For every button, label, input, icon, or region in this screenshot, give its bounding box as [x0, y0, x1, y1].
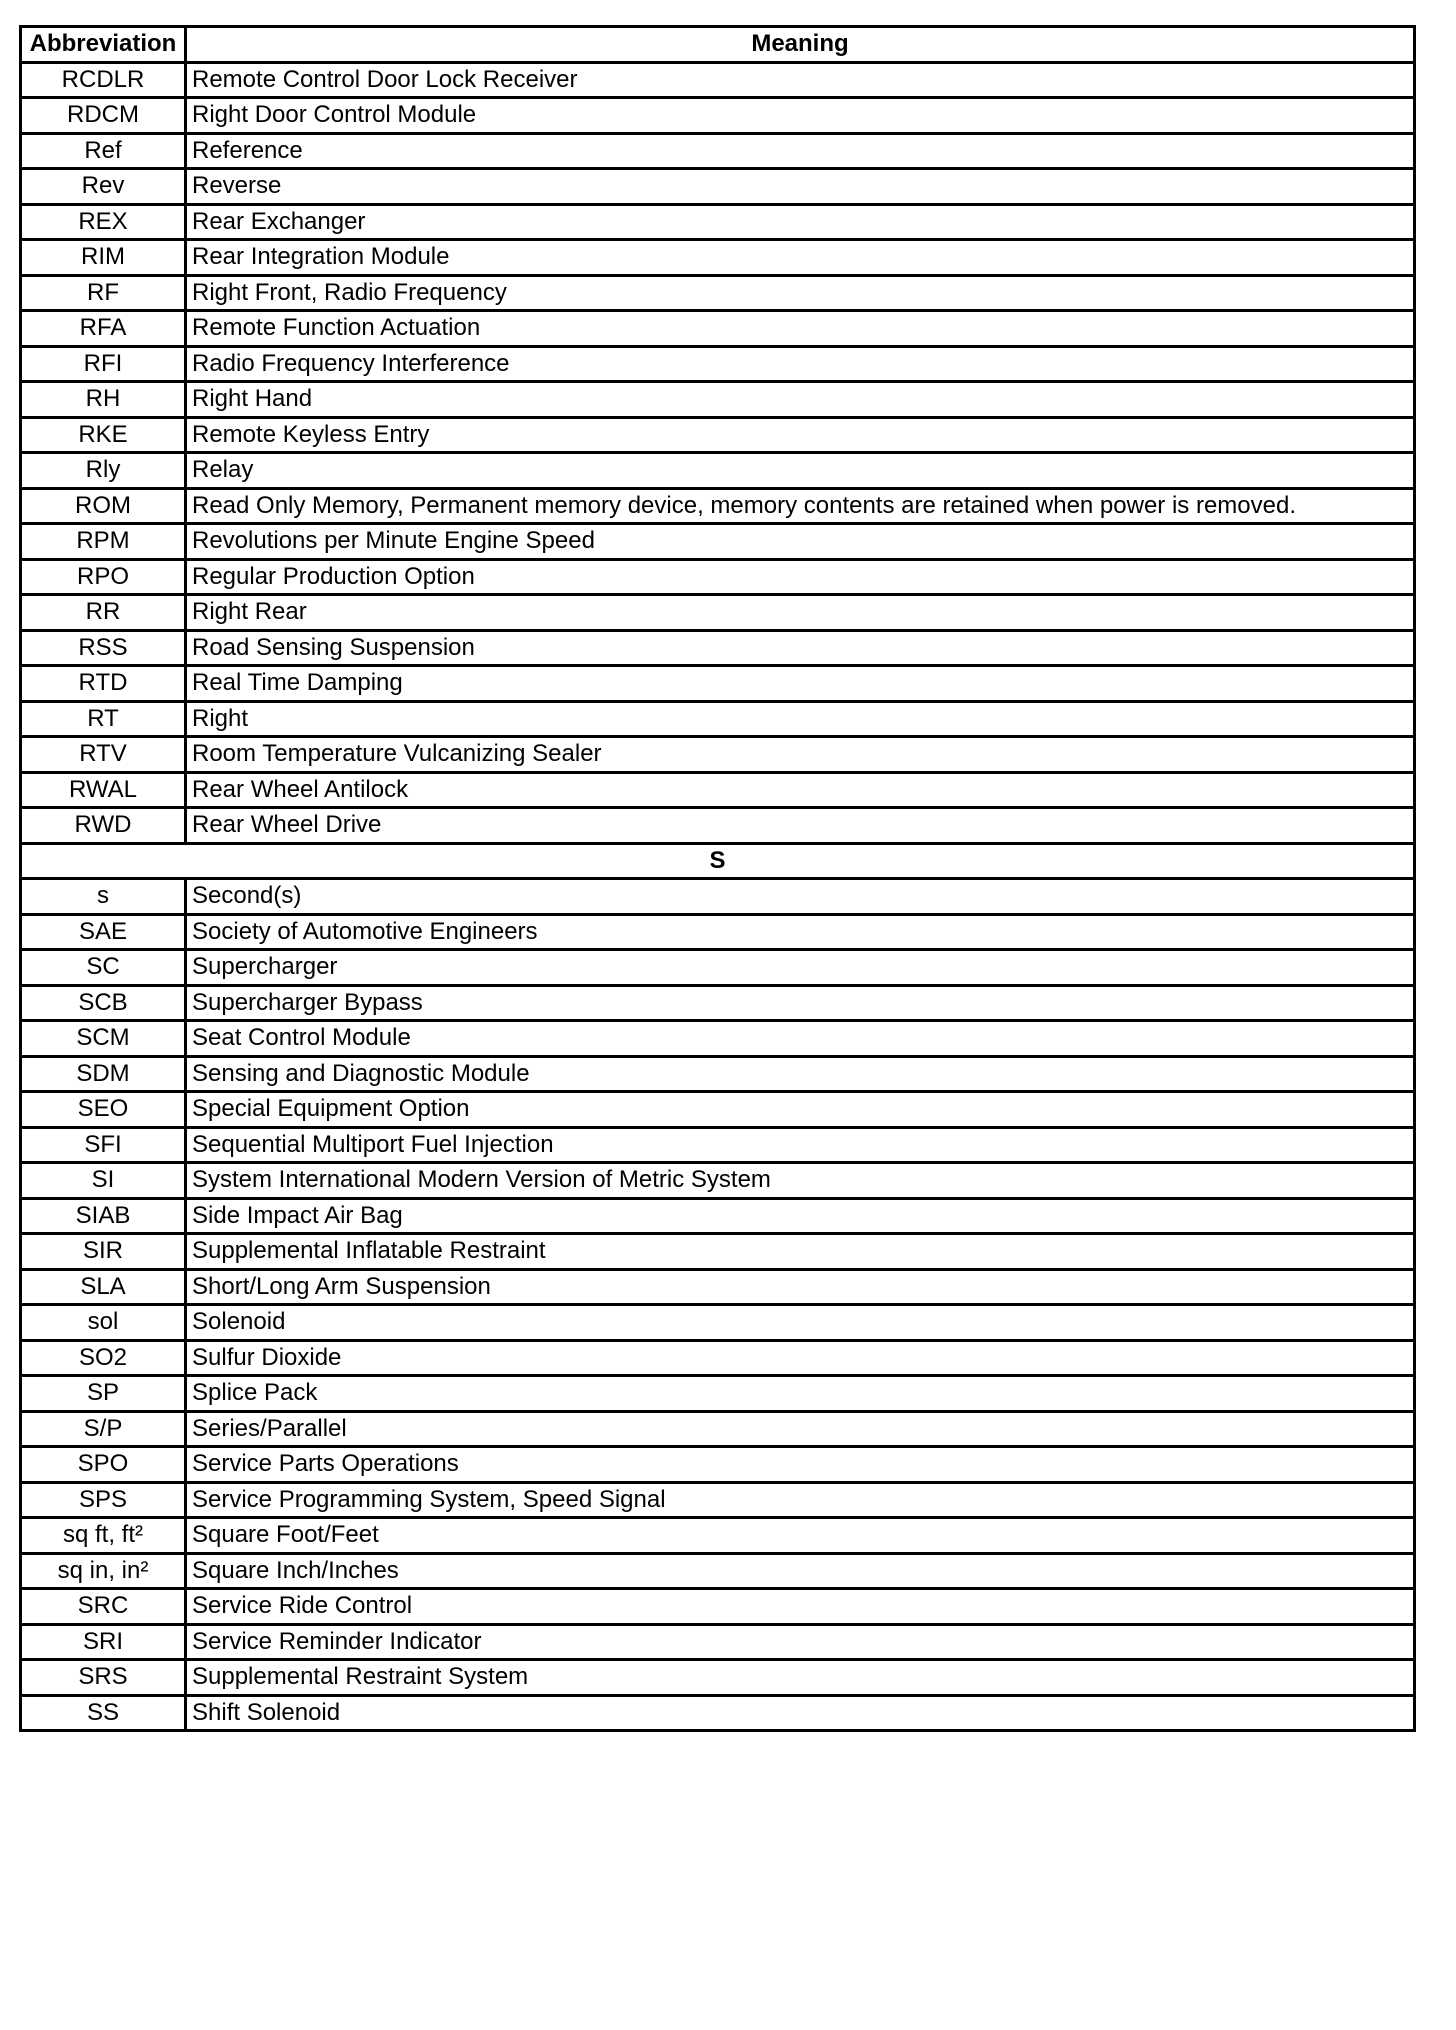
table-row	[21, 1553, 1415, 1589]
meaning-cell: Service Reminder Indicator	[186, 1624, 1415, 1660]
meaning-cell: Supercharger	[186, 950, 1415, 986]
meaning-cell: Remote Function Actuation	[186, 311, 1415, 347]
table-row	[21, 204, 1415, 240]
meaning-cell: Solenoid	[186, 1305, 1415, 1341]
table-row	[21, 1482, 1415, 1518]
table-row	[21, 524, 1415, 560]
meaning-cell: Remote Control Door Lock Receiver	[186, 62, 1415, 98]
abbreviation-cell: SRS	[21, 1660, 186, 1696]
meaning-cell: Rear Wheel Antilock	[186, 772, 1415, 808]
meaning-cell: Right	[186, 701, 1415, 737]
table-row	[21, 169, 1415, 205]
meaning-cell: Sulfur Dioxide	[186, 1340, 1415, 1376]
abbreviation-cell: RTD	[21, 666, 186, 702]
meaning-cell: Rear Wheel Drive	[186, 808, 1415, 844]
meaning-cell: Sensing and Diagnostic Module	[186, 1056, 1415, 1092]
meaning-cell: Read Only Memory, Permanent memory device, memory contents are retained when power is removed.	[186, 488, 1415, 524]
meaning-cell: Society of Automotive Engineers	[186, 914, 1415, 950]
table-row	[21, 595, 1415, 631]
meaning-cell: Radio Frequency Interference	[186, 346, 1415, 382]
meaning-cell: Sequential Multiport Fuel Injection	[186, 1127, 1415, 1163]
abbreviation-cell: sq in, in²	[21, 1553, 186, 1589]
meaning-cell: Service Ride Control	[186, 1589, 1415, 1625]
header-abbreviation: Abbreviation	[21, 27, 186, 63]
abbreviation-cell: RDCM	[21, 98, 186, 134]
meaning-cell: Remote Keyless Entry	[186, 417, 1415, 453]
abbreviation-cell: RFI	[21, 346, 186, 382]
table-row	[21, 1660, 1415, 1696]
meaning-cell: Room Temperature Vulcanizing Sealer	[186, 737, 1415, 773]
table-row	[21, 1376, 1415, 1412]
table-row	[21, 453, 1415, 489]
abbreviation-cell: Ref	[21, 133, 186, 169]
abbreviation-cell: SIAB	[21, 1198, 186, 1234]
abbreviation-cell: SIR	[21, 1234, 186, 1270]
abbreviation-cell: SO2	[21, 1340, 186, 1376]
table-row	[21, 1518, 1415, 1554]
abbreviation-cell: SCM	[21, 1021, 186, 1057]
meaning-cell: Square Inch/Inches	[186, 1553, 1415, 1589]
abbreviation-cell: Rly	[21, 453, 186, 489]
meaning-cell: Supplemental Inflatable Restraint	[186, 1234, 1415, 1270]
table-row	[21, 417, 1415, 453]
table-row	[21, 1163, 1415, 1199]
abbreviation-cell: SLA	[21, 1269, 186, 1305]
abbreviation-cell: S/P	[21, 1411, 186, 1447]
meaning-cell: Right Front, Radio Frequency	[186, 275, 1415, 311]
table-row	[21, 737, 1415, 773]
meaning-cell: Regular Production Option	[186, 559, 1415, 595]
table-row	[21, 1695, 1415, 1731]
table-row	[21, 382, 1415, 418]
meaning-cell: System International Modern Version of Metric System	[186, 1163, 1415, 1199]
table-row	[21, 985, 1415, 1021]
abbreviation-cell: SDM	[21, 1056, 186, 1092]
meaning-cell: Seat Control Module	[186, 1021, 1415, 1057]
abbreviation-table	[19, 25, 1416, 1732]
abbreviation-cell: SS	[21, 1695, 186, 1731]
abbreviation-cell: SI	[21, 1163, 186, 1199]
meaning-cell: Relay	[186, 453, 1415, 489]
meaning-cell: Right Rear	[186, 595, 1415, 631]
table-row	[21, 1447, 1415, 1483]
abbreviation-cell: RPO	[21, 559, 186, 595]
section-row	[21, 843, 1415, 879]
meaning-cell: Short/Long Arm Suspension	[186, 1269, 1415, 1305]
meaning-cell: Right Hand	[186, 382, 1415, 418]
abbreviation-cell: RFA	[21, 311, 186, 347]
table-row	[21, 666, 1415, 702]
abbreviation-cell: RKE	[21, 417, 186, 453]
abbreviation-cell: RF	[21, 275, 186, 311]
meaning-cell: Rear Integration Module	[186, 240, 1415, 276]
table-row	[21, 1624, 1415, 1660]
table-row	[21, 1589, 1415, 1625]
meaning-cell: Right Door Control Module	[186, 98, 1415, 134]
header-row	[21, 27, 1415, 63]
abbreviation-cell: sol	[21, 1305, 186, 1341]
meaning-cell: Special Equipment Option	[186, 1092, 1415, 1128]
meaning-cell: Service Parts Operations	[186, 1447, 1415, 1483]
table-row	[21, 808, 1415, 844]
abbreviation-cell: SEO	[21, 1092, 186, 1128]
table-row	[21, 275, 1415, 311]
table-row	[21, 133, 1415, 169]
meaning-cell: Second(s)	[186, 879, 1415, 915]
meaning-cell: Supplemental Restraint System	[186, 1660, 1415, 1696]
table-body	[21, 62, 1415, 1731]
abbreviation-cell: ROM	[21, 488, 186, 524]
abbreviation-cell: REX	[21, 204, 186, 240]
table-row	[21, 950, 1415, 986]
abbreviation-cell: SRI	[21, 1624, 186, 1660]
table-row	[21, 1198, 1415, 1234]
table-row	[21, 1305, 1415, 1341]
abbreviation-cell: SPO	[21, 1447, 186, 1483]
meaning-cell: Shift Solenoid	[186, 1695, 1415, 1731]
header-meaning: Meaning	[186, 27, 1415, 63]
table-row	[21, 1411, 1415, 1447]
abbreviation-cell: RIM	[21, 240, 186, 276]
table-row	[21, 311, 1415, 347]
abbreviation-cell: sq ft, ft²	[21, 1518, 186, 1554]
abbreviation-cell: RPM	[21, 524, 186, 560]
abbreviation-cell: RWD	[21, 808, 186, 844]
abbreviation-cell: RH	[21, 382, 186, 418]
abbreviation-cell: RTV	[21, 737, 186, 773]
abbreviation-cell: RCDLR	[21, 62, 186, 98]
meaning-cell: Series/Parallel	[186, 1411, 1415, 1447]
abbreviation-cell: SC	[21, 950, 186, 986]
table-row	[21, 62, 1415, 98]
meaning-cell: Service Programming System, Speed Signal	[186, 1482, 1415, 1518]
table-row	[21, 630, 1415, 666]
meaning-cell: Road Sensing Suspension	[186, 630, 1415, 666]
table-row	[21, 346, 1415, 382]
meaning-cell: Rear Exchanger	[186, 204, 1415, 240]
table-row	[21, 240, 1415, 276]
table-row	[21, 1127, 1415, 1163]
abbreviation-cell: SCB	[21, 985, 186, 1021]
meaning-cell: Side Impact Air Bag	[186, 1198, 1415, 1234]
meaning-cell: Square Foot/Feet	[186, 1518, 1415, 1554]
abbreviation-cell: RT	[21, 701, 186, 737]
table-row	[21, 1056, 1415, 1092]
table-row	[21, 1234, 1415, 1270]
abbreviation-cell: SFI	[21, 1127, 186, 1163]
meaning-cell: Revolutions per Minute Engine Speed	[186, 524, 1415, 560]
table-row	[21, 488, 1415, 524]
table-row	[21, 701, 1415, 737]
abbreviation-cell: SAE	[21, 914, 186, 950]
abbreviation-cell: SPS	[21, 1482, 186, 1518]
table-row	[21, 1340, 1415, 1376]
table-row	[21, 1092, 1415, 1128]
meaning-cell: Reverse	[186, 169, 1415, 205]
abbreviation-cell: RSS	[21, 630, 186, 666]
table-row	[21, 1269, 1415, 1305]
abbreviation-cell: Rev	[21, 169, 186, 205]
table-row	[21, 879, 1415, 915]
section-heading: S	[21, 843, 1415, 879]
abbreviation-cell: s	[21, 879, 186, 915]
table-row	[21, 98, 1415, 134]
table-row	[21, 772, 1415, 808]
meaning-cell: Reference	[186, 133, 1415, 169]
meaning-cell: Supercharger Bypass	[186, 985, 1415, 1021]
abbreviation-cell: SP	[21, 1376, 186, 1412]
table-row	[21, 914, 1415, 950]
table-row	[21, 559, 1415, 595]
table-header	[21, 27, 1415, 63]
abbreviation-cell: SRC	[21, 1589, 186, 1625]
meaning-cell: Splice Pack	[186, 1376, 1415, 1412]
table-row	[21, 1021, 1415, 1057]
meaning-cell: Real Time Damping	[186, 666, 1415, 702]
abbreviation-cell: RWAL	[21, 772, 186, 808]
abbreviation-cell: RR	[21, 595, 186, 631]
